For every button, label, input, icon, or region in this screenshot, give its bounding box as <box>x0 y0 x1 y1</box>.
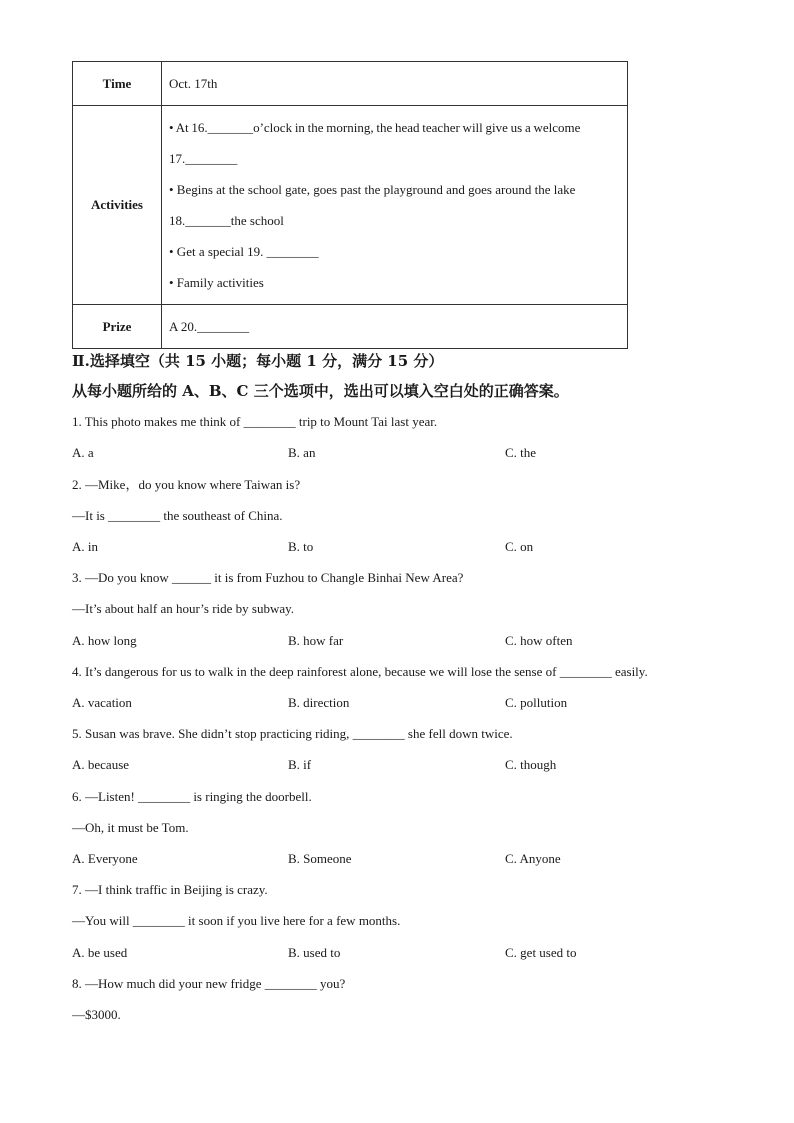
question-3-stem: 3. —Do you know ______ it is from Fuzhou to Changle Binhai New Area? <box>72 570 464 585</box>
question-5-option-c[interactable]: C. though <box>505 757 557 772</box>
question-6-option-b[interactable]: B. Someone <box>288 851 352 866</box>
activity-line: • Get a special 19. ________ <box>169 244 319 259</box>
table-row-time <box>73 62 628 106</box>
section-title: Ⅱ.选择填空（共 15 小题；每小题 1 分，满分 15 分） <box>72 352 444 370</box>
event-info-table <box>72 61 628 349</box>
question-2-stem: 2. —Mike，do you know where Taiwan is? <box>72 477 301 492</box>
question-3-option-a[interactable]: A. how long <box>72 633 137 648</box>
question-4-stem: 4. It’s dangerous for us to walk in the deep rainforest alone, because we will lose the sense of ________ easily. <box>72 664 648 679</box>
question-3-option-b[interactable]: B. how far <box>288 633 344 648</box>
question-1-option-c[interactable]: C. the <box>505 445 537 460</box>
question-4-option-b[interactable]: B. direction <box>288 695 350 710</box>
question-6-option-c[interactable]: C. Anyone <box>505 851 561 866</box>
activity-line: • Begins at the school gate, goes past the playground and goes around the lake <box>169 182 576 197</box>
question-3-line-2: —It’s about half an hour’s ride by subway. <box>72 601 295 616</box>
table-row-prize <box>73 305 628 349</box>
activity-line: 17.________ <box>169 151 238 166</box>
question-7-option-c[interactable]: C. get used to <box>505 945 577 960</box>
activity-line: • At 16._______o’clock in the morning, the head teacher will give us a welcome <box>169 120 581 135</box>
question-5-stem: 5. Susan was brave. She didn’t stop practicing riding, ________ she fell down twice. <box>72 726 513 741</box>
table-row-activities <box>73 106 628 305</box>
question-7-line-2: —You will ________ it soon if you live here for a few months. <box>72 913 401 928</box>
activities-cell <box>162 106 628 305</box>
question-1-option-b[interactable]: B. an <box>288 445 316 460</box>
activities-label: Activities <box>73 106 162 305</box>
question-6-stem: 6. —Listen! ________ is ringing the doorbell. <box>72 789 312 804</box>
prize-label: Prize <box>73 305 162 349</box>
question-1-option-a[interactable]: A. a <box>72 445 94 460</box>
activity-line: • Family activities <box>169 275 264 290</box>
question-7-option-b[interactable]: B. used to <box>288 945 341 960</box>
question-1-stem: 1. This photo makes me think of ________ trip to Mount Tai last year. <box>72 414 438 429</box>
question-8-stem: 8. —How much did your new fridge ________ you? <box>72 976 346 991</box>
section-instruction: 从每小题所给的 A、B、C 三个选项中，选出可以填入空白处的正确答案。 <box>72 382 569 400</box>
activity-line: 18._______the school <box>169 213 284 228</box>
time-value: Oct. 17th <box>162 62 628 106</box>
question-5-option-a[interactable]: A. because <box>72 757 130 772</box>
prize-value: A 20.________ <box>162 305 628 349</box>
question-4-option-c[interactable]: C. pollution <box>505 695 568 710</box>
question-2-option-b[interactable]: B. to <box>288 539 314 554</box>
question-5-option-b[interactable]: B. if <box>288 757 312 772</box>
question-4-option-a[interactable]: A. vacation <box>72 695 132 710</box>
question-6-line-2: —Oh, it must be Tom. <box>72 820 189 835</box>
question-3-option-c[interactable]: C. how often <box>505 633 573 648</box>
question-2-option-a[interactable]: A. in <box>72 539 98 554</box>
question-6-option-a[interactable]: A. Everyone <box>72 851 138 866</box>
question-7-option-a[interactable]: A. be used <box>72 945 128 960</box>
question-8-line-2: —$3000. <box>72 1007 121 1022</box>
question-2-option-c[interactable]: C. on <box>505 539 534 554</box>
time-label: Time <box>73 62 162 106</box>
question-7-stem: 7. —I think traffic in Beijing is crazy. <box>72 882 268 897</box>
question-2-line-2: —It is ________ the southeast of China. <box>72 508 283 523</box>
